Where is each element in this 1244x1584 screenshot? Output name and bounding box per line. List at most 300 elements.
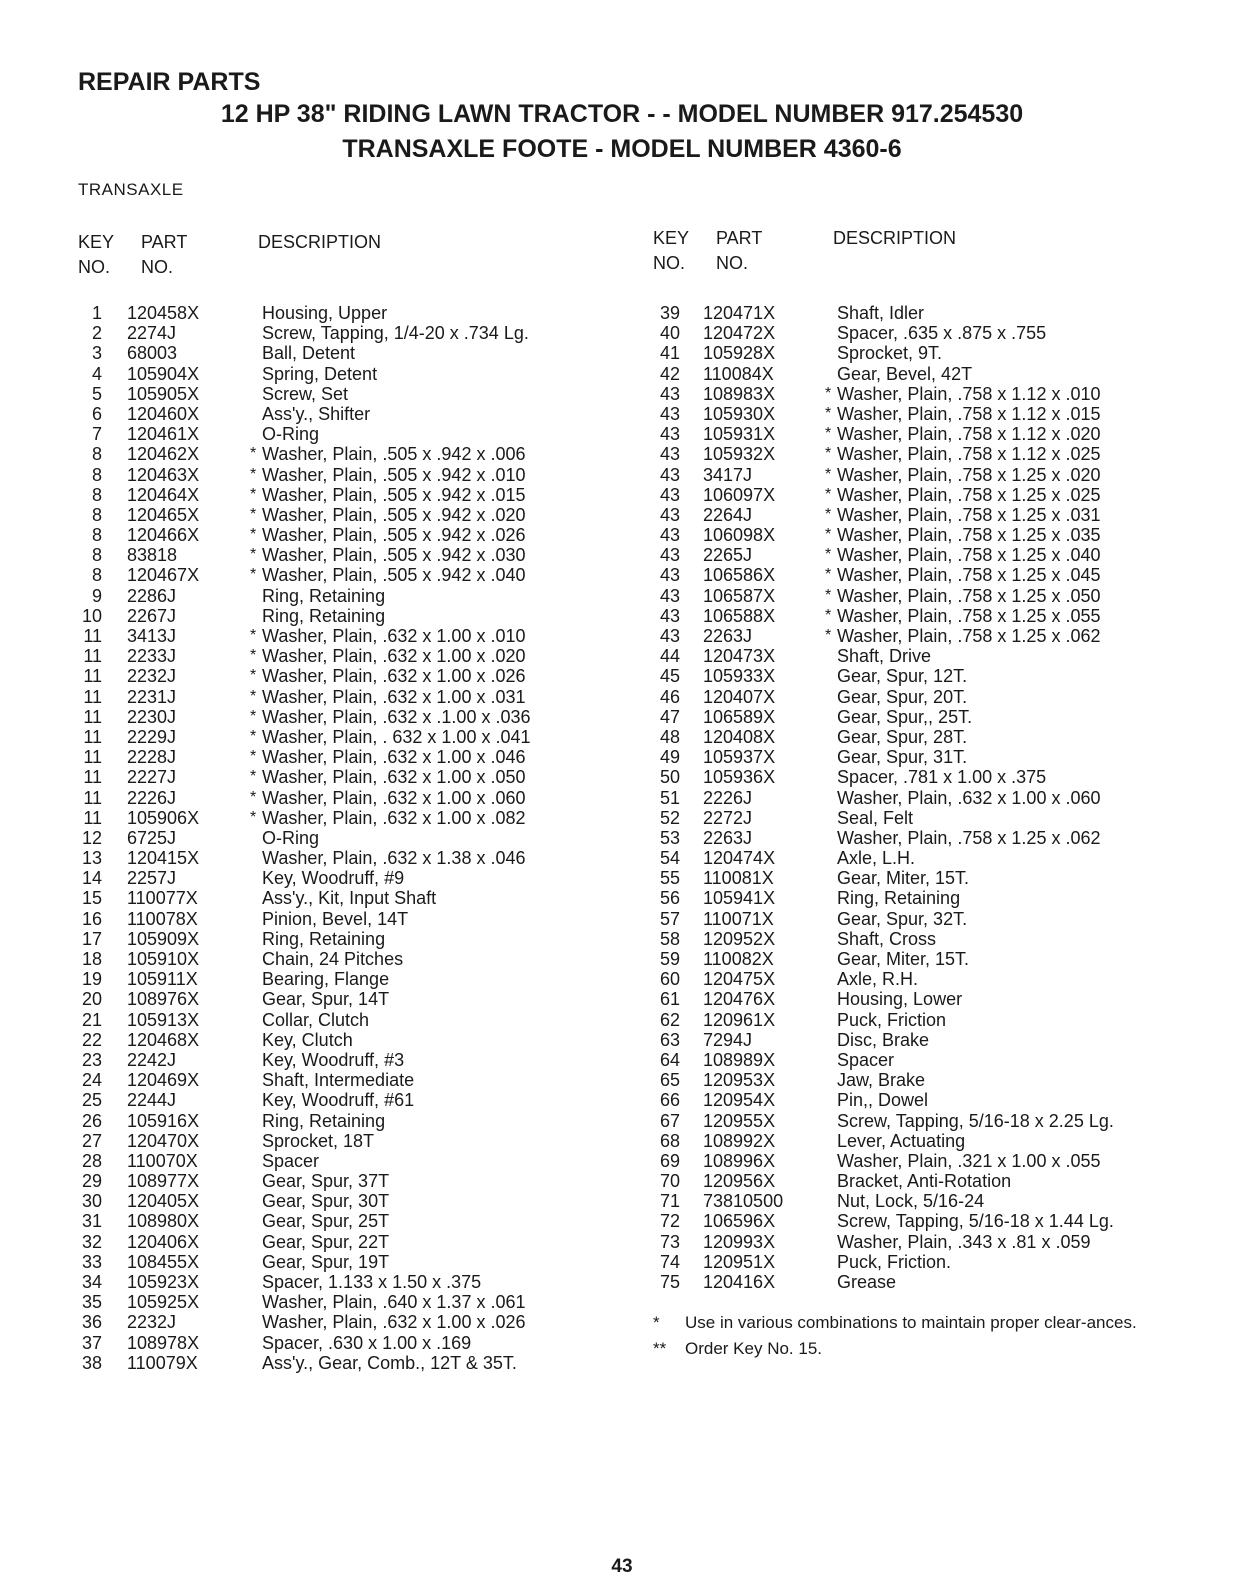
part-no: 120470X — [127, 1130, 200, 1151]
key-no: 53 — [659, 827, 680, 848]
part-no: 105932X — [703, 444, 776, 465]
asterisk-mark: * — [825, 526, 832, 544]
key-no: 43 — [659, 626, 680, 646]
part-no: 3417J — [703, 464, 753, 485]
part-no: 2230J — [127, 706, 177, 727]
asterisk-mark: * — [250, 465, 257, 483]
asterisk-mark: * — [250, 485, 257, 503]
part-no: 120471X — [703, 303, 776, 323]
key-no: 27 — [81, 1130, 102, 1151]
description: Spacer, .781 x 1.00 x .375 — [837, 767, 1047, 788]
key-no: 3 — [91, 343, 102, 364]
asterisk-mark: * — [825, 465, 832, 483]
description: Washer, Plain, .758 x 1.12 x .015 — [837, 403, 1101, 424]
no-label: NO. — [653, 253, 686, 273]
description: Washer, Plain, .758 x 1.25 x .040 — [837, 545, 1101, 566]
key-no: 11 — [83, 787, 102, 808]
description: Washer, Plain, .505 x .942 x .020 — [262, 504, 526, 525]
part-no: 120993X — [703, 1231, 776, 1252]
asterisk-mark: * — [250, 727, 257, 745]
key-no: 45 — [659, 666, 680, 687]
part-no: 106586X — [703, 565, 776, 586]
asterisk-mark: * — [825, 384, 832, 402]
description: Washer, Plain, .758 x 1.25 x .045 — [837, 565, 1101, 586]
description: Grease — [837, 1272, 897, 1292]
part-no: 120458X — [127, 303, 200, 323]
key-no: 8 — [91, 444, 102, 465]
asterisk-mark: * — [250, 788, 257, 806]
part-no: 120464X — [127, 484, 200, 505]
part-no: 68003 — [127, 343, 178, 364]
key-label: KEY — [78, 232, 115, 252]
key-no: 8 — [91, 484, 102, 505]
key-no: 72 — [659, 1211, 680, 1232]
key-no: 55 — [659, 868, 680, 889]
part-no: 110077X — [127, 888, 198, 909]
description: Sprocket, 9T. — [837, 343, 943, 364]
description: Chain, 24 Pitches — [262, 949, 404, 969]
part-no: 110082X — [703, 949, 774, 969]
description-header-right: DESCRIPTION — [833, 228, 957, 248]
key-no: 75 — [659, 1272, 680, 1292]
part-no: 105909X — [127, 928, 200, 949]
part-no: 6725J — [127, 827, 177, 848]
part-no: 120475X — [703, 969, 776, 990]
part-no: 105928X — [703, 343, 776, 364]
part-no: 120466X — [127, 525, 200, 546]
key-no: 30 — [81, 1191, 102, 1212]
description: Washer, Plain, .632 x 1.00 x .050 — [262, 767, 526, 788]
key-no: 8 — [91, 464, 102, 485]
footnote-text: Use in various combinations to maintain proper clear-ances. — [685, 1313, 1137, 1332]
part-label: PART — [141, 232, 188, 252]
description: Ring, Retaining — [262, 585, 386, 606]
part-no: 2264J — [703, 504, 753, 525]
key-no: 74 — [659, 1251, 680, 1272]
part-no: 108977X — [127, 1171, 200, 1192]
description: Puck, Friction. — [837, 1251, 952, 1272]
key-no: 43 — [659, 525, 680, 546]
description: Lever, Actuating — [837, 1130, 966, 1151]
part-no: 2229J — [127, 726, 177, 747]
description: Washer, Plain, .632 x 1.00 x .010 — [262, 626, 526, 646]
part-no: 120465X — [127, 504, 200, 525]
part-no: 106587X — [703, 585, 776, 606]
description: Washer, Plain, .505 x .942 x .015 — [262, 484, 526, 505]
description: Screw, Tapping, 1/4-20 x .734 Lg. — [262, 323, 529, 344]
description: Spacer, .635 x .875 x .755 — [837, 323, 1047, 344]
part-no: 2232J — [127, 666, 177, 687]
part-no: 105904X — [127, 363, 200, 384]
key-no: 47 — [659, 706, 680, 727]
key-no: 24 — [81, 1070, 102, 1091]
description: Seal, Felt — [837, 807, 914, 828]
part-no: 106589X — [703, 706, 776, 727]
key-no: 12 — [81, 827, 102, 848]
key-no: 15 — [81, 888, 102, 909]
part-no: 2272J — [703, 807, 753, 828]
description: Spacer — [262, 1150, 320, 1171]
description: Washer, Plain, .758 x 1.25 x .062 — [837, 626, 1101, 646]
description: Disc, Brake — [837, 1029, 930, 1050]
part-no: 105913X — [127, 1009, 200, 1030]
description: Gear, Spur, 37T — [262, 1171, 390, 1192]
part-no: 120472X — [703, 323, 776, 344]
key-no: 34 — [81, 1272, 102, 1292]
key-no: 57 — [659, 908, 680, 929]
key-no: 20 — [81, 989, 102, 1010]
key-no: 40 — [659, 323, 680, 344]
footnote — [653, 1312, 1165, 1334]
key-no: 8 — [91, 525, 102, 546]
part-no: 105923X — [127, 1272, 200, 1292]
key-no: 11 — [83, 747, 102, 768]
part-no: 105931X — [703, 424, 776, 445]
description: Spacer, 1.133 x 1.50 x .375 — [262, 1272, 482, 1292]
part-no: 108983X — [703, 383, 776, 404]
key-no: 33 — [81, 1251, 102, 1272]
asterisk-mark: * — [825, 404, 832, 422]
key-no: 63 — [659, 1029, 680, 1050]
part-no: 105911X — [127, 969, 198, 990]
part-no: 108455X — [127, 1251, 200, 1272]
page-number: 43 — [611, 1556, 633, 1577]
key-no: 43 — [659, 484, 680, 505]
description: Ball, Detent — [262, 343, 356, 364]
key-no: 43 — [659, 585, 680, 606]
key-no: 52 — [659, 807, 680, 828]
key-no: 65 — [659, 1070, 680, 1091]
description: Washer, Plain, .632 x 1.00 x .031 — [262, 686, 526, 707]
description: Washer, Plain, .632 x 1.00 x .046 — [262, 747, 526, 768]
description: Key, Woodruff, #9 — [262, 868, 405, 889]
description: Ring, Retaining — [262, 1110, 386, 1131]
description: Washer, Plain, .632 x 1.00 x .026 — [262, 1312, 526, 1333]
description: Washer, Plain, .758 x 1.25 x .055 — [837, 605, 1101, 626]
part-no: 120462X — [127, 444, 200, 465]
part-no: 120461X — [127, 424, 200, 445]
part-no: 2242J — [127, 1049, 177, 1070]
key-no: 68 — [659, 1130, 680, 1151]
description: O-Ring — [262, 424, 320, 445]
part-no: 120473X — [703, 646, 776, 667]
part-no: 105906X — [127, 807, 200, 828]
asterisk-mark: * — [250, 526, 257, 544]
key-no: 43 — [659, 545, 680, 566]
part-no: 83818 — [127, 545, 178, 566]
part-no: 110070X — [127, 1150, 198, 1171]
description: Washer, Plain, .758 x 1.25 x .031 — [837, 504, 1101, 525]
description-header: DESCRIPTION — [258, 232, 382, 252]
asterisk-mark: * — [825, 546, 832, 564]
description: Washer, Plain, .505 x .942 x .040 — [262, 565, 526, 586]
description: Washer, Plain, .632 x 1.00 x .026 — [262, 666, 526, 687]
key-no: 5 — [91, 383, 102, 404]
key-no: 39 — [659, 303, 680, 323]
description: Washer, Plain, .640 x 1.37 x .061 — [262, 1292, 526, 1313]
part-no: 108989X — [703, 1049, 776, 1070]
key-no: 18 — [81, 949, 102, 969]
key-no: 51 — [659, 787, 680, 808]
part-no: 108978X — [127, 1332, 200, 1353]
key-no: 43 — [659, 504, 680, 525]
description: Washer, Plain, .758 x 1.25 x .025 — [837, 484, 1101, 505]
part-no: 120955X — [703, 1110, 776, 1131]
key-no: 8 — [91, 565, 102, 586]
description: Spring, Detent — [262, 363, 378, 384]
part-no: 2226J — [703, 787, 753, 808]
part-no: 105916X — [127, 1110, 200, 1131]
description: Ring, Retaining — [262, 605, 386, 626]
description: Washer, Plain, .632 x 1.00 x .082 — [262, 807, 526, 828]
key-no: 35 — [81, 1292, 102, 1313]
part-no: 120408X — [703, 726, 776, 747]
part-no: 2263J — [703, 827, 753, 848]
part-no: 2267J — [127, 605, 177, 626]
key-no: 11 — [83, 666, 102, 687]
description: Gear, Spur, 25T — [262, 1211, 390, 1232]
key-no: 13 — [81, 848, 102, 869]
description: Pinion, Bevel, 14T — [262, 908, 409, 929]
footnote-mark: ** — [653, 1339, 667, 1358]
part-no: 110081X — [703, 868, 774, 889]
key-no: 64 — [659, 1049, 680, 1070]
asterisk-mark: * — [825, 505, 832, 523]
no-label: NO. — [141, 257, 174, 277]
part-no: 120474X — [703, 848, 776, 869]
part-no: 105933X — [703, 666, 776, 687]
part-no: 2286J — [127, 585, 177, 606]
description: Gear, Spur, 22T — [262, 1231, 390, 1252]
description: Jaw, Brake — [837, 1070, 926, 1091]
key-no: 32 — [81, 1231, 102, 1252]
key-no: 11 — [83, 686, 102, 707]
description: Bearing, Flange — [262, 969, 390, 990]
part-no: 105941X — [703, 888, 776, 909]
description: Spacer, .630 x 1.00 x .169 — [262, 1332, 472, 1353]
key-no: 43 — [659, 444, 680, 465]
key-no: 41 — [659, 343, 680, 364]
key-no: 7 — [91, 424, 102, 445]
description: Spacer — [837, 1049, 895, 1070]
description: Washer, Plain, .758 x 1.12 x .010 — [837, 383, 1101, 404]
key-no: 1 — [91, 303, 102, 323]
description: Gear, Spur, 12T. — [837, 666, 968, 687]
key-no: 46 — [659, 686, 680, 707]
description: Ring, Retaining — [262, 928, 386, 949]
key-no: 43 — [659, 424, 680, 445]
description: Axle, L.H. — [837, 848, 916, 869]
description: Washer, Plain, .632 x .1.00 x .036 — [262, 706, 531, 727]
description: Washer, Plain, .632 x 1.00 x .060 — [837, 787, 1101, 808]
part-label: PART — [716, 228, 763, 248]
description: Washer, Plain, .505 x .942 x .006 — [262, 444, 526, 465]
description: Washer, Plain, . 632 x 1.00 x .041 — [262, 726, 531, 747]
key-no: 43 — [659, 403, 680, 424]
part-no: 120469X — [127, 1070, 200, 1091]
key-no: 36 — [81, 1312, 102, 1333]
key-no: 26 — [81, 1110, 102, 1131]
part-no: 120953X — [703, 1070, 776, 1091]
description: Gear, Bevel, 42T — [837, 363, 973, 384]
key-no: 9 — [91, 585, 102, 606]
key-no: 23 — [81, 1049, 102, 1070]
key-no: 25 — [81, 1090, 102, 1111]
key-no: 59 — [659, 949, 680, 969]
asterisk-mark: * — [825, 566, 832, 584]
part-no: 2227J — [127, 767, 177, 788]
key-no: 11 — [83, 726, 102, 747]
part-no: 2244J — [127, 1090, 177, 1111]
key-no: 2 — [91, 323, 102, 344]
key-no: 19 — [81, 969, 102, 990]
asterisk-mark: * — [250, 768, 257, 786]
key-no: 16 — [81, 908, 102, 929]
description: Key, Clutch — [262, 1029, 353, 1050]
description: Washer, Plain, .505 x .942 x .026 — [262, 525, 526, 546]
key-no: 11 — [83, 807, 102, 828]
model-title: 12 HP 38" RIDING LAWN TRACTOR - - MODEL NUMBER 917.254530 — [220, 100, 1024, 128]
description: Washer, Plain, .505 x .942 x .030 — [262, 545, 526, 566]
description: Washer, Plain, .758 x 1.25 x .050 — [837, 585, 1101, 606]
part-no: 120460X — [127, 403, 200, 424]
key-no: 10 — [81, 605, 102, 626]
description: Screw, Set — [262, 383, 349, 404]
part-no: 2265J — [703, 545, 753, 566]
page-heading: REPAIR PARTS — [78, 68, 261, 96]
key-no: 67 — [659, 1110, 680, 1131]
key-no: 48 — [659, 726, 680, 747]
part-no: 106588X — [703, 605, 776, 626]
part-no: 106098X — [703, 525, 776, 546]
description: Ass'y., Gear, Comb., 12T & 35T. — [262, 1352, 517, 1373]
asterisk-mark: * — [250, 667, 257, 685]
description: Screw, Tapping, 5/16-18 x 1.44 Lg. — [837, 1211, 1114, 1232]
part-no: 120467X — [127, 565, 200, 586]
description: Key, Woodruff, #61 — [262, 1090, 415, 1111]
key-no: 11 — [83, 626, 102, 646]
part-no: 105910X — [127, 949, 200, 969]
part-no-header-right — [716, 226, 762, 276]
key-no: 43 — [659, 464, 680, 485]
section-label: TRANSAXLE — [78, 180, 184, 199]
key-no: 8 — [91, 545, 102, 566]
part-no: 105937X — [703, 747, 776, 768]
description: Bracket, Anti-Rotation — [837, 1171, 1012, 1192]
key-no: 62 — [659, 1009, 680, 1030]
description: Pin,, Dowel — [837, 1090, 929, 1111]
description: Gear, Spur, 31T. — [837, 747, 968, 768]
asterisk-mark: * — [825, 485, 832, 503]
part-no: 120476X — [703, 989, 776, 1010]
key-no: 38 — [81, 1352, 102, 1373]
key-no: 44 — [659, 646, 680, 667]
asterisk-mark: * — [825, 586, 832, 604]
part-no: 2274J — [127, 323, 177, 344]
part-no: 3413J — [127, 626, 177, 646]
key-no: 11 — [83, 646, 102, 667]
description: Shaft, Cross — [837, 928, 937, 949]
description: Washer, Plain, .758 x 1.12 x .020 — [837, 424, 1101, 445]
part-no: 108996X — [703, 1150, 776, 1171]
description: Puck, Friction — [837, 1009, 947, 1030]
description: O-Ring — [262, 827, 320, 848]
asterisk-mark: * — [250, 627, 257, 644]
key-no: 43 — [659, 565, 680, 586]
part-no: 2263J — [703, 626, 753, 646]
part-no: 2257J — [127, 868, 177, 889]
part-no: 2228J — [127, 747, 177, 768]
key-no: 37 — [81, 1332, 102, 1353]
part-no: 2233J — [127, 646, 177, 667]
part-no: 108980X — [127, 1211, 200, 1232]
part-no: 120954X — [703, 1090, 776, 1111]
description: Gear, Spur, 30T — [262, 1191, 390, 1212]
description: Washer, Plain, .321 x 1.00 x .055 — [837, 1150, 1101, 1171]
asterisk-mark: * — [250, 546, 257, 564]
asterisk-mark: * — [825, 425, 832, 443]
description: Gear, Spur, 20T. — [837, 686, 968, 707]
part-no: 120961X — [703, 1009, 776, 1030]
part-no-header — [141, 230, 187, 280]
key-no: 71 — [659, 1191, 680, 1212]
key-no: 14 — [81, 868, 102, 889]
key-no: 17 — [81, 928, 102, 949]
description: Shaft, Intermediate — [262, 1070, 415, 1091]
part-no: 120416X — [703, 1272, 776, 1292]
part-no: 120407X — [703, 686, 776, 707]
description: Washer, Plain, .758 x 1.25 x .020 — [837, 464, 1101, 485]
asterisk-mark: * — [250, 808, 257, 826]
description: Collar, Clutch — [262, 1009, 370, 1030]
description: Nut, Lock, 5/16-24 — [837, 1191, 985, 1212]
description: Gear, Spur, 32T. — [837, 908, 968, 929]
footnote-mark: * — [653, 1313, 660, 1332]
asterisk-mark: * — [825, 627, 832, 644]
description: Axle, R.H. — [837, 969, 919, 990]
description: Washer, Plain, .632 x 1.00 x .060 — [262, 787, 526, 808]
description: Shaft, Idler — [837, 303, 925, 323]
key-no: 54 — [659, 848, 680, 869]
description: Screw, Tapping, 5/16-18 x 2.25 Lg. — [837, 1110, 1114, 1131]
key-no: 69 — [659, 1150, 680, 1171]
description: Washer, Plain, .758 x 1.12 x .025 — [837, 444, 1101, 465]
part-no: 2231J — [127, 686, 177, 707]
asterisk-mark: * — [250, 707, 257, 725]
part-no: 105905X — [127, 383, 200, 404]
part-no: 106097X — [703, 484, 776, 505]
part-no: 105930X — [703, 403, 776, 424]
part-no: 108976X — [127, 989, 200, 1010]
key-no: 73 — [659, 1231, 680, 1252]
key-no: 8 — [91, 504, 102, 525]
key-no-header-right — [653, 226, 689, 276]
description: Ass'y., Shifter — [262, 403, 371, 424]
description: Gear, Spur,, 25T. — [837, 706, 973, 727]
description: Housing, Upper — [262, 303, 388, 323]
key-no: 22 — [81, 1029, 102, 1050]
key-no: 49 — [659, 747, 680, 768]
part-no: 7294J — [703, 1029, 753, 1050]
description: Washer, Plain, .505 x .942 x .010 — [262, 464, 526, 485]
key-no-header — [78, 230, 114, 280]
asterisk-mark: * — [825, 606, 832, 624]
description: Gear, Spur, 14T — [262, 989, 390, 1010]
key-no: 58 — [659, 928, 680, 949]
key-no: 28 — [81, 1150, 102, 1171]
part-no: 2232J — [127, 1312, 177, 1333]
asterisk-mark: * — [250, 445, 257, 463]
